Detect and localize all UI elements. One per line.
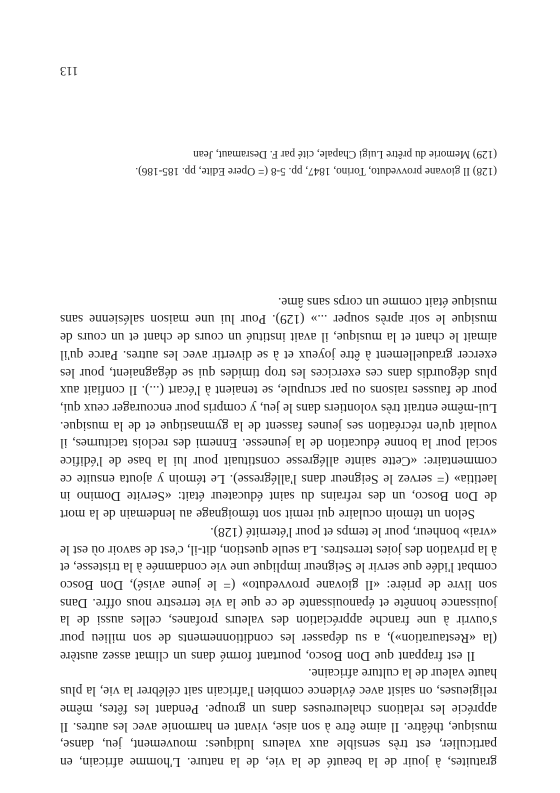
body-text bbox=[60, 293, 497, 771]
footnote-129: (129) Memorie du prêtre Luigi Chapale, cité par F. Desramaut, Jean bbox=[193, 148, 497, 161]
paragraph-3: Selon un témoin oculaire qui remit son témoignage au lendemain de la mort de Don Bosco, un des refrains du saint éducateur était: «Servite Domino in laetitia» (= servez le Seigneur dans l'allégresse). Le témoin y ajouta ensuite ce commentaire: «Cette sainte allégresse constituait pour lui la base de l'édifice social pour la bonne éducation de la jeunesse. Ennemi des reclois taciturnes, il voulait qu'en récréation ses jeunes fassent de la gymnastique et de la musique. Lui-même entrait très volontiers dans le jeu, y compris pour encourager ceux qui, pour de fausses raisons ou par scrupule, se tenaient à l'écart (...). Il confiait aux plus dégourdis dans ces exercices les trop timides qui se dégagnaient, pour les exercer graduellement à être joyeux et à se divertir avec les autres. Parce qu'il aimait le chant et la musique, il avait institué un cours de chant et un cours de musique le soir après souper ...» (129). Pour lui une maison salésienne sans musique était comme un corps sans âme. bbox=[60, 294, 497, 523]
footnote-128: (128) Il giovane provveduto, Torino, 1847, pp. 5-8 (= Opere Edite, pp. 185-186). bbox=[135, 165, 497, 177]
page-number: 113 bbox=[60, 64, 79, 78]
paragraph-2: Il est frappant que Don Bosco, pourtant formé dans un climat assez austère (la «Restauration»), a su dépasser les conditionnements de son milieu pour s'ouvrir à une franche appréciation des valeurs profanes, celles aussi de la jouissance honnête et épanouissante de ce que la vie terrestre nous offre. Dans son livre de prière: «Il giovane provveduto» (= le jeune avisé), Don Bosco combat l'idée que servir le Seigneur implique une vie condamnée à la tristesse, et à la privation des joies terrestres. La seule question, dit-il, c'est de savoir où est le «vrai» bonheur, pour le temps et pour l'éternité (128). bbox=[60, 524, 497, 664]
footnotes bbox=[60, 145, 497, 178]
paragraph-1: gratuites, à jouir de la beauté de la vie, de la nature. L'homme africain, en particulier, est très sensible aux valeurs ludiques: mouvement, jeu, danse, musique, théâtre. Il aime être à son aise, vivant en harmonie avec les autres. Il apprécie les relations chaleureuses dans un groupe. Pendant les fêtes, même religieuses, on saisit avec évidence combien l'africain sait célébrer la vie, la plus haute valeur de la culture africaine. bbox=[60, 666, 497, 770]
